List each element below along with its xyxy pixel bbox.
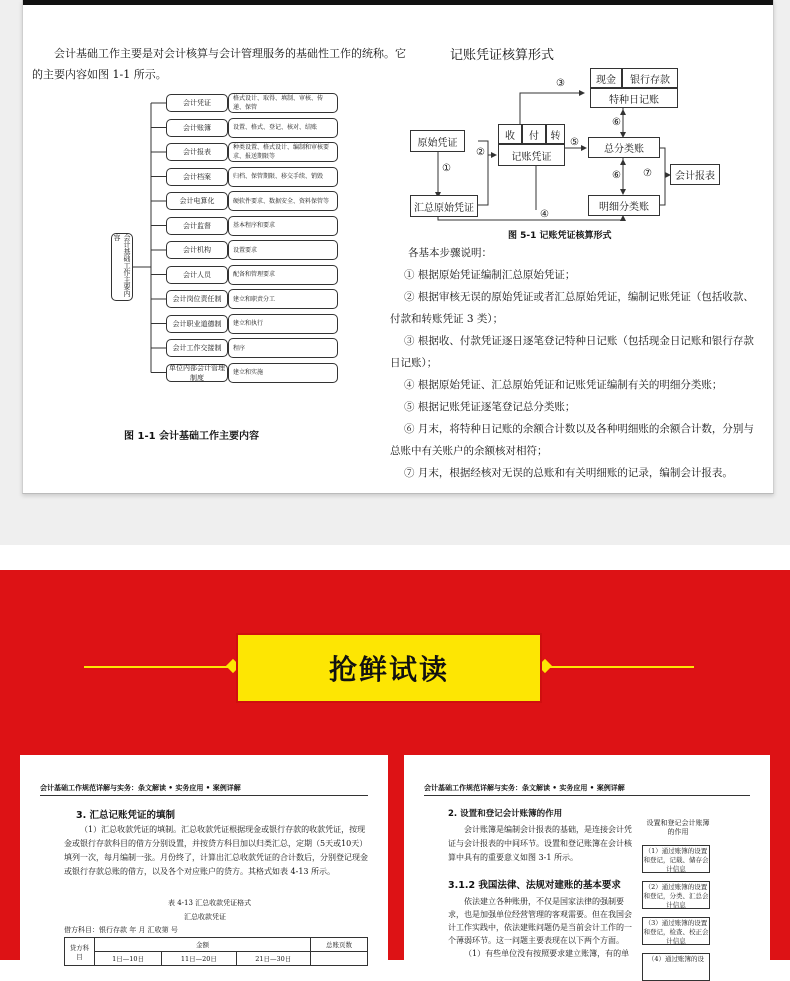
flow-label-1: ① (442, 163, 451, 174)
summary-voucher-table (64, 937, 368, 966)
col-d1: 1日—10日 (95, 952, 162, 966)
section-paragraph: （1）汇总收款凭证的填制。汇总收款凭证根据现金或银行存款的收款凭证，按现金或银行存款科目的借方分别设置，并按贷方科目加以归类汇总，定期（5天或10天）填列一次，每月编制一张。月份终了，计算出汇总收款凭证的合计数后，分别登记现金或银行存款总账的借方，以及各个对应账户的贷方。其格式如表 4-13 所示。 (64, 825, 368, 876)
col-amount: 金额 (95, 938, 311, 952)
tree-category-box: 会计档案 (166, 168, 228, 186)
tree-category-box: 会计人员 (166, 266, 228, 284)
flow-box-detail-ledger: 明细分类账 (588, 195, 660, 216)
tree-detail-box: 种类设置、格式设计、编制和审核要求、报送期限等 (228, 142, 338, 162)
banner-preview-read[interactable]: 抢鲜试读 (236, 633, 542, 703)
tree-root-box: 会计基础工作主要内容 (111, 233, 133, 301)
figure-5-1-caption: 图 5-1 记账凭证核算形式 (508, 231, 612, 241)
side-diagram-title: 设置和登记会计账簿的作用 (646, 819, 710, 836)
flow-box-cash: 现金 (590, 68, 622, 88)
step-3: ③ 根据收、付款凭证逐日逐笔登记特种日记账（包括现金日记账和银行存款日记账）； (390, 335, 754, 369)
flow-title: 记账凭证核算形式 (450, 48, 555, 63)
flow-label-4: ④ (540, 209, 549, 220)
step-5: ⑤ 根据记账凭证逐笔登记总分类账； (404, 401, 576, 413)
flow-box-special-journal: 特种日记账 (590, 88, 678, 108)
col-d2: 11日—20日 (162, 952, 236, 966)
tree-detail-box: 设置要求 (228, 240, 338, 260)
arrow-7a (660, 148, 670, 175)
col-credit: 贷方科目 (65, 938, 95, 966)
arrow-2b (478, 155, 488, 205)
header-rule (424, 795, 750, 796)
tree-detail-box: 格式设计、取得、填制、审核、传递、保管 (228, 93, 338, 113)
flow-box-voucher: 记账凭证 (498, 144, 565, 166)
table-caption: 表 4-13 汇总收款凭证格式 (168, 899, 252, 907)
step-7: ⑦ 月末，根据经核对无误的总账和有关明细账的记录，编制会计报表。 (404, 467, 733, 479)
flow-label-6a: ⑥ (612, 117, 621, 128)
flow-label-5: ⑤ (570, 137, 579, 148)
flow-label-3: ③ (556, 78, 565, 89)
tree-category-box: 会计岗位责任制 (166, 290, 228, 308)
flow-box-payment: 付 (522, 124, 546, 144)
subsection-title: 3.1.2 我国法律、法规对建账的基本要求 (448, 880, 621, 891)
tree-category-box: 会计电算化 (166, 192, 228, 210)
step-6: ⑥ 月末，将特种日记账的余额合计数以及各种明细账的余额合计数，分别与总账中有关账户的余额核对相符； (390, 423, 754, 457)
banner-line-left (84, 666, 234, 668)
tree-detail-box: 建立和职责分工 (228, 289, 338, 309)
arrow-7b (660, 175, 665, 205)
banner-line-right (544, 666, 694, 668)
tree-detail-box: 硬软件要求、数据安全、资料保管等 (228, 191, 338, 211)
section-title: 3. 汇总记账凭证的填制 (76, 810, 176, 821)
section-paragraph: 会计账簿是编制会计报表的基础，是连接会计凭证与会计报表的中间环节。设置和登记账簿在会计核算中具有的重要意义如图 3-1 所示。 (448, 825, 632, 862)
tree-category-box: 会计监督 (166, 217, 228, 235)
header-rule (40, 795, 368, 796)
preview-page-left[interactable] (20, 755, 388, 963)
flow-box-original: 原始凭证 (410, 130, 465, 152)
flow-box-summary-original: 汇总原始凭证 (410, 195, 478, 217)
tree-detail-box: 设置、格式、登记、核对、结账 (228, 118, 338, 138)
side-item-1: （1）通过账簿的设置和登记，记载、储存会计信息 (643, 847, 709, 873)
step-4: ④ 根据原始凭证、汇总原始凭证和记账凭证编制有关的明细分类账； (404, 379, 723, 391)
tree-category-box: 会计报表 (166, 143, 228, 161)
col-ledger: 总账页数 (310, 938, 367, 952)
tree-detail-box: 配备和管理要求 (228, 265, 338, 285)
col-d3: 21日—30日 (236, 952, 310, 966)
page-header: 会计基础工作规范详解与实务：条文解读 • 实务应用 • 案例详解 (40, 783, 241, 792)
steps-title: 各基本步骤说明： (408, 247, 492, 259)
section-title: 2. 设置和登记会计账簿的作用 (448, 809, 563, 819)
tree-category-box: 会计账簿 (166, 119, 228, 137)
arrow-3 (520, 93, 584, 124)
page-header: 会计基础工作规范详解与实务：条文解读 • 实务应用 • 案例详解 (424, 783, 625, 792)
tree-category-box: 单位内部会计管理制度 (166, 364, 228, 382)
intro-paragraph: 会计基础工作主要是对会计核算与会计管理服务的基础性工作的统称。它的主要内容如图 1-1 所示。 (32, 47, 406, 81)
table-borrow-line: 借方科目：银行存款 年 月 汇收第 号 (64, 926, 178, 934)
tree-detail-box: 基本程序和要求 (228, 216, 338, 236)
flow-box-bank: 银行存款 (622, 68, 678, 88)
flow-label-6b: ⑥ (612, 170, 621, 181)
steps-list (390, 242, 758, 484)
side-item-2: （2）通过账簿的设置和登记，分类、汇总会计信息 (643, 883, 709, 909)
subsection-paragraph: 依法建立各种账册，不仅是国家法律的强制要求，也是加强单位经营管理的客观需要。但在我国会计工作实践中，依法建账问题仍是当前会计工作的一个薄弱环节。这一问题主要表现在以下两个方面。 (448, 897, 632, 945)
flow-box-receipt: 收 (498, 124, 522, 144)
side-item-4: （4）通过账簿的设 (642, 953, 710, 981)
preview-page-right[interactable] (404, 755, 770, 963)
flow-box-report: 会计报表 (670, 164, 720, 185)
tree-detail-box: 建立和实施 (228, 363, 338, 383)
tree-category-box: 会计机构 (166, 241, 228, 259)
step-2: ② 根据审核无误的原始凭证或者汇总原始凭证，编制记账凭证（包括收款、付款和转账凭证 3 类）； (390, 291, 754, 325)
flow-label-2: ② (476, 147, 485, 158)
figure-1-1-caption: 图 1-1 会计基础工作主要内容 (124, 431, 260, 442)
tree-category-box: 会计工作交接制 (166, 339, 228, 357)
step-1: ① 根据原始凭证编制汇总原始凭证； (404, 269, 576, 281)
tree-detail-box: 归档、保管期限、移交手续、销毁 (228, 167, 338, 187)
flow-box-transfer: 转 (546, 124, 565, 144)
tree-category-box: 会计职业道德制 (166, 315, 228, 333)
flow-label-7: ⑦ (643, 168, 652, 179)
tree-category-box: 会计凭证 (166, 94, 228, 112)
tree-detail-box: 程序 (228, 338, 338, 358)
tree-detail-box: 建立和执行 (228, 314, 338, 334)
flow-box-general-ledger: 总分类账 (588, 137, 660, 158)
side-item-3: （3）通过账簿的设置和登记，检查、校正会计信息 (643, 919, 709, 945)
subsection-paragraph-2: （1）有些单位没有按照要求建立账簿，有的单 (464, 949, 630, 958)
table-subcaption: 汇总收款凭证 (184, 913, 226, 921)
